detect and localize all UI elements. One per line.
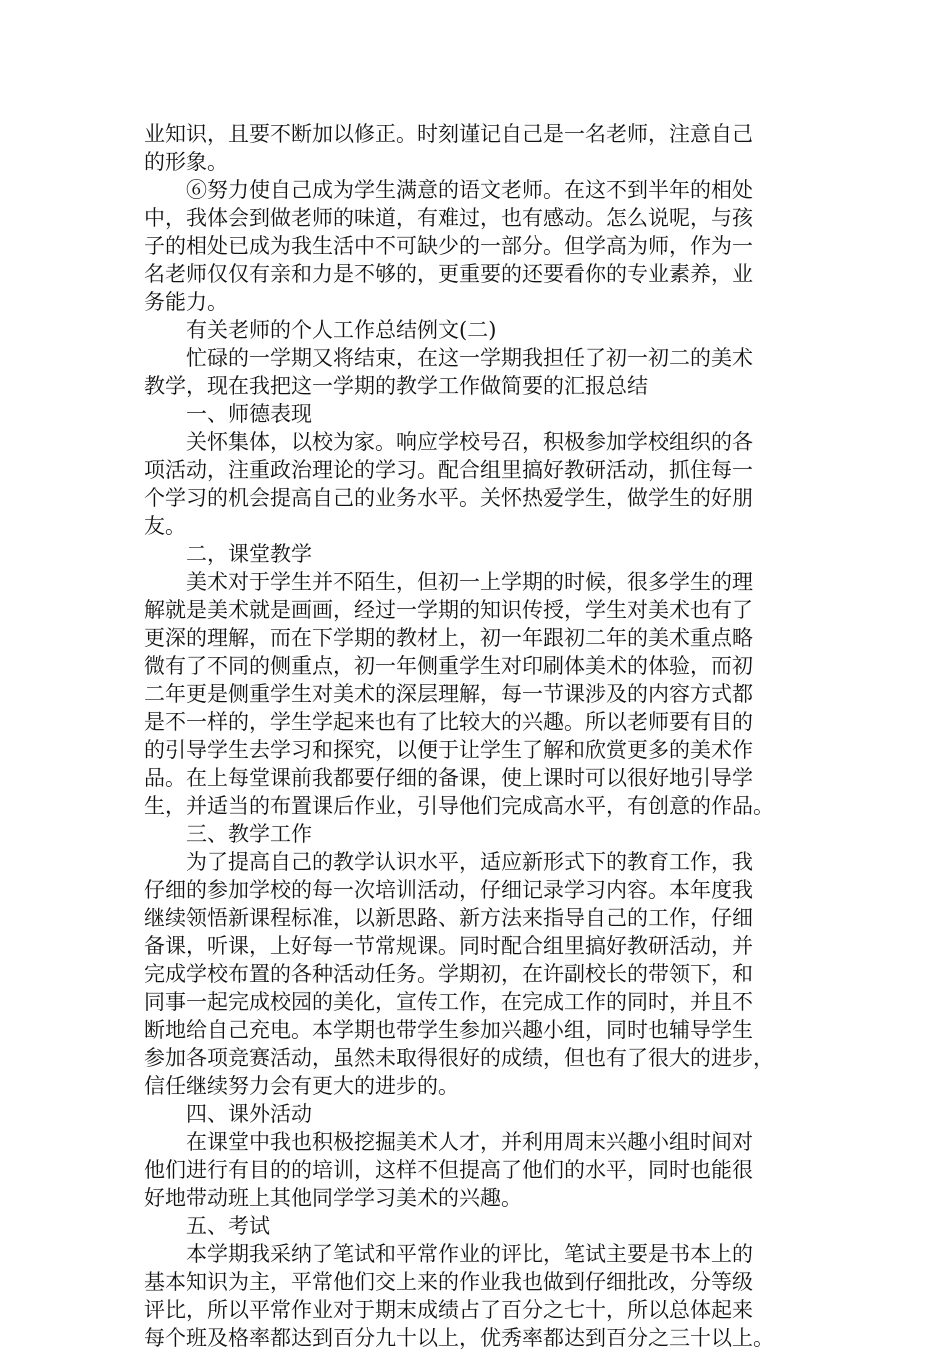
text-line: 信任继续努力会有更大的进步的。 — [144, 1074, 459, 1098]
text-line: 是不一样的，学生学起来也有了比较大的兴趣。所以老师要有目的 — [144, 710, 753, 734]
text-line: 名老师仅仅有亲和力是不够的，更重要的还要看你的专业素养，业 — [144, 262, 753, 286]
text-line: 的形象。 — [144, 150, 228, 174]
text-line: 二年更是侧重学生对美术的深层理解，每一节课涉及的内容方式都 — [144, 682, 753, 706]
text-line: 友。 — [144, 514, 186, 538]
text-line: 在课堂中我也积极挖掘美术人才，并利用周末兴趣小组时间对 — [186, 1130, 753, 1154]
text-line: 中，我体会到做老师的味道，有难过，也有感动。怎么说呢，与孩 — [144, 206, 753, 230]
text-line: 本学期我采纳了笔试和平常作业的评比，笔试主要是书本上的 — [186, 1242, 753, 1266]
text-line: 更深的理解，而在下学期的教材上，初一年跟初二年的美术重点略 — [144, 626, 753, 650]
text-line: 同事一起完成校园的美化，宣传工作，在完成工作的同时，并且不 — [144, 990, 753, 1014]
text-line: 项活动，注重政治理论的学习。配合组里搞好教研活动，抓住每一 — [144, 458, 753, 482]
text-line: 参加各项竞赛活动，虽然未取得很好的成绩，但也有了很大的进步， — [144, 1046, 774, 1070]
text-line: 微有了不同的侧重点，初一年侧重学生对印刷体美术的体验，而初 — [144, 654, 753, 678]
text-line: 继续领悟新课程标准，以新思路、新方法来指导自己的工作，仔细 — [144, 906, 753, 930]
text-line: 生，并适当的布置课后作业，引导他们完成高水平，有创意的作品。 — [144, 794, 774, 818]
text-line: 五、考试 — [186, 1214, 270, 1238]
text-line: 一、师德表现 — [186, 402, 312, 426]
text-line: 为了提高自己的教学认识水平，适应新形式下的教育工作，我 — [186, 850, 753, 874]
text-line: 子的相处已成为我生活中不可缺少的一部分。但学高为师，作为一 — [144, 234, 753, 258]
text-line: 好地带动班上其他同学学习美术的兴趣。 — [144, 1186, 522, 1210]
text-line: 基本知识为主，平常他们交上来的作业我也做到仔细批改，分等级 — [144, 1270, 753, 1294]
text-line: 解就是美术就是画画，经过一学期的知识传授，学生对美术也有了 — [144, 598, 753, 622]
text-line: 忙碌的一学期又将结束，在这一学期我担任了初一初二的美术 — [186, 346, 753, 370]
text-line: 美术对于学生并不陌生，但初一上学期的时候，很多学生的理 — [186, 570, 753, 594]
text-line: 个学习的机会提高自己的业务水平。关怀热爱学生，做学生的好朋 — [144, 486, 753, 510]
text-line: 有关老师的个人工作总结例文(二) — [186, 318, 497, 342]
text-line: 业知识，且要不断加以修正。时刻谨记自己是一名老师，注意自己 — [144, 122, 753, 146]
text-line: 二，课堂教学 — [186, 542, 312, 566]
text-line: 断地给自己充电。本学期也带学生参加兴趣小组，同时也辅导学生 — [144, 1018, 753, 1042]
text-line: 三、教学工作 — [186, 822, 312, 846]
text-line: 四、课外活动 — [186, 1102, 312, 1126]
text-line: 教学，现在我把这一学期的教学工作做简要的汇报总结 — [144, 374, 648, 398]
text-line: 他们进行有目的的培训，这样不但提高了他们的水平，同时也能很 — [144, 1158, 753, 1182]
text-line: 关怀集体，以校为家。响应学校号召，积极参加学校组织的各 — [186, 430, 753, 454]
text-line: 评比，所以平常作业对于期末成绩占了百分之七十，所以总体起来 — [144, 1298, 753, 1322]
text-line: 品。在上每堂课前我都要仔细的备课，使上课时可以很好地引导学 — [144, 766, 753, 790]
document-page — [144, 120, 816, 1352]
text-line: ⑥努力使自己成为学生满意的语文老师。在这不到半年的相处 — [186, 178, 753, 202]
text-line: 的引导学生去学习和探究，以便于让学生了解和欣赏更多的美术作 — [144, 738, 753, 762]
text-line: 仔细的参加学校的每一次培训活动，仔细记录学习内容。本年度我 — [144, 878, 753, 902]
text-line: 每个班及格率都达到百分九十以上，优秀率都达到百分之三十以上。 — [144, 1326, 774, 1350]
text-line: 备课，听课，上好每一节常规课。同时配合组里搞好教研活动，并 — [144, 934, 753, 958]
text-line: 完成学校布置的各种活动任务。学期初，在许副校长的带领下，和 — [144, 962, 753, 986]
text-line: 务能力。 — [144, 290, 228, 314]
